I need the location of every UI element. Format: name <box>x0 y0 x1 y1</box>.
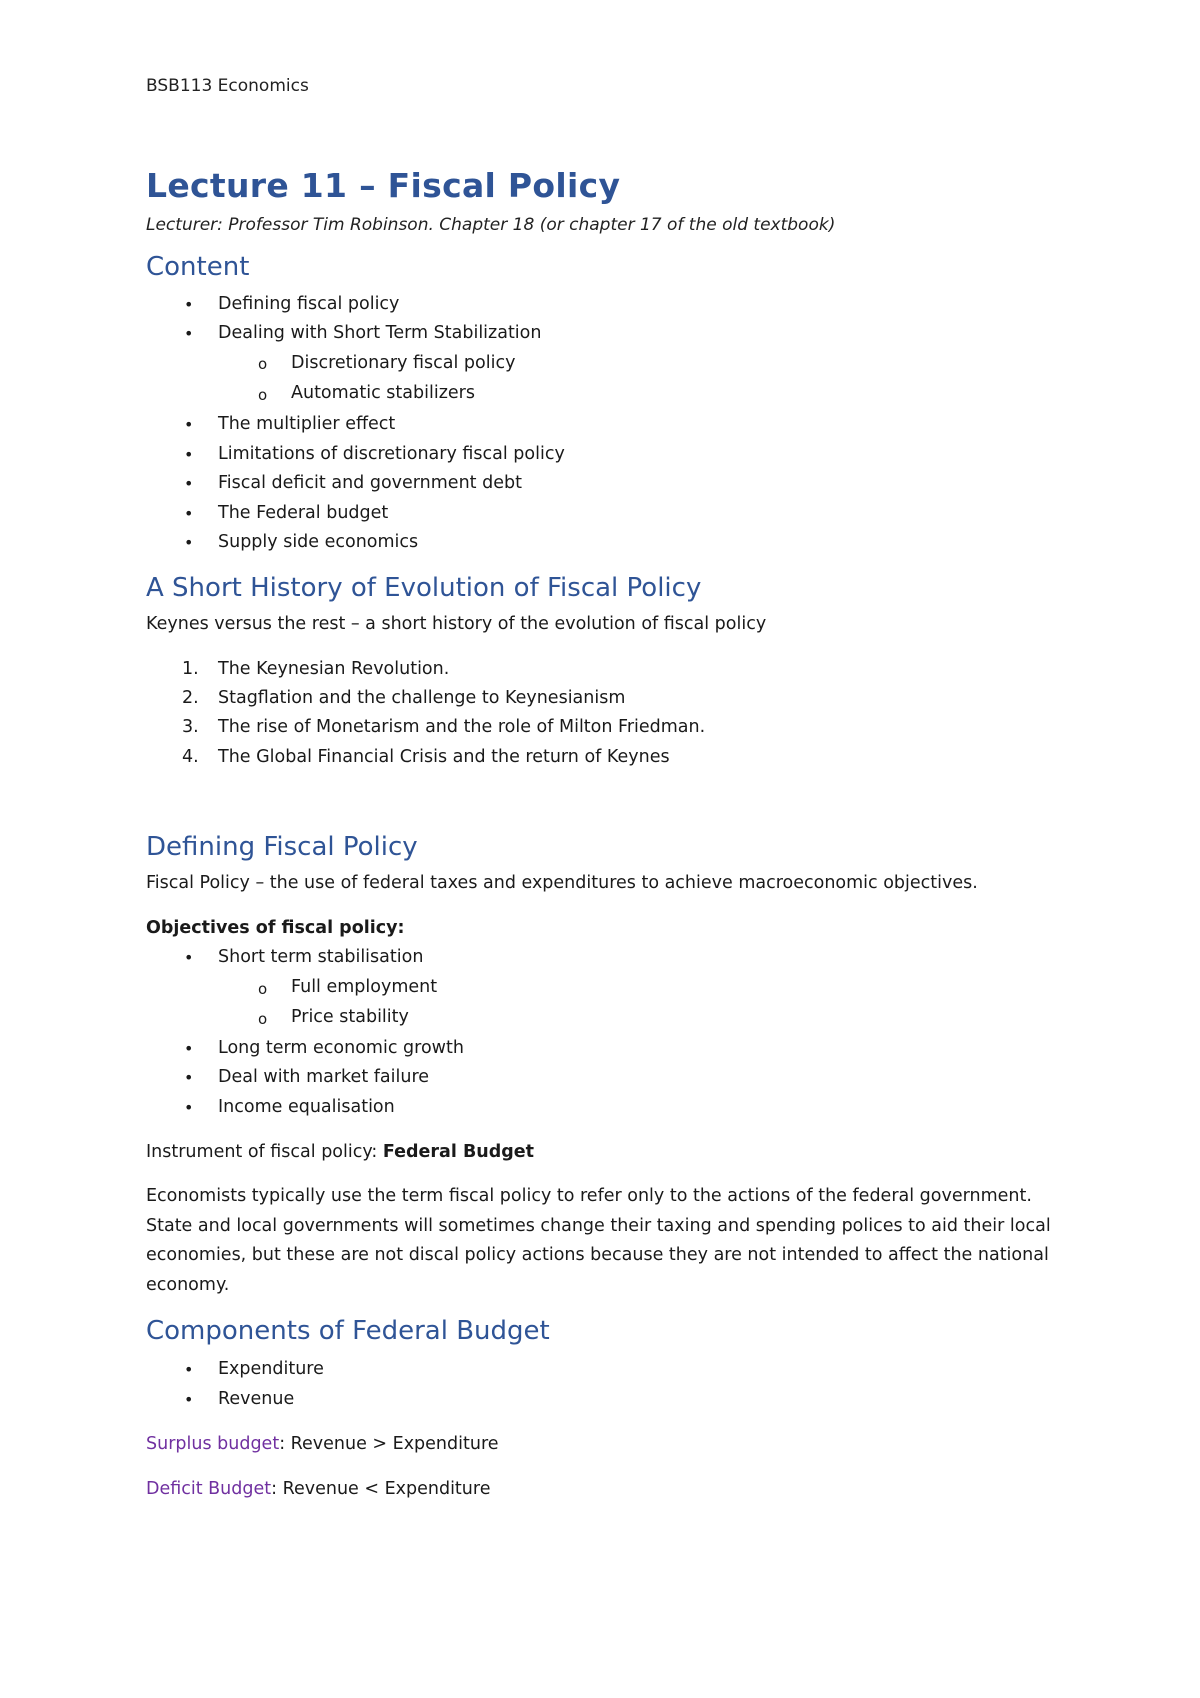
fiscal-policy-definition: Fiscal Policy – the use of federal taxes and expenditures to achieve macroeconomic objectives. <box>146 873 978 893</box>
numbered-item: The rise of Monetarism and the role of Milton Friedman. <box>218 717 706 737</box>
list-item: The multiplier effect <box>218 414 396 434</box>
list-item: Limitations of discretionary fiscal policy <box>218 444 565 464</box>
bullet-icon: • <box>184 1068 194 1087</box>
page-title: Lecture 11 – Fiscal Policy <box>146 166 621 205</box>
sub-list-item: Discretionary fiscal policy <box>291 353 516 373</box>
list-number: 4. <box>182 747 199 767</box>
list-item: Dealing with Short Term Stabilization <box>218 323 542 343</box>
sub-bullet-icon: o <box>258 355 268 373</box>
defining-heading: Defining Fiscal Policy <box>146 832 418 862</box>
list-item: Short term stabilisation <box>218 947 424 967</box>
list-item: Supply side economics <box>218 532 419 552</box>
sub-list-item: Full employment <box>291 977 438 997</box>
list-item: Income equalisation <box>218 1097 395 1117</box>
page-header: BSB113 Economics <box>146 76 309 96</box>
list-item: The Federal budget <box>218 503 389 523</box>
numbered-item: Stagflation and the challenge to Keynesianism <box>218 688 626 708</box>
bullet-icon: • <box>184 533 194 552</box>
bullet-icon: • <box>184 1360 194 1379</box>
sub-list-item: Price stability <box>291 1007 409 1027</box>
history-intro: Keynes versus the rest – a short history of the evolution of fiscal policy <box>146 614 767 634</box>
list-number: 2. <box>182 688 199 708</box>
surplus-text: : Revenue > Expenditure <box>279 1434 499 1454</box>
components-heading: Components of Federal Budget <box>146 1316 550 1346</box>
instrument-label: Instrument of fiscal policy: <box>146 1142 383 1162</box>
bullet-icon: • <box>184 474 194 493</box>
instrument-line <box>146 1142 534 1162</box>
list-item: Defining fiscal policy <box>218 294 400 314</box>
sub-bullet-icon: o <box>258 980 268 998</box>
bullet-icon: • <box>184 324 194 343</box>
deficit-text: : Revenue < Expenditure <box>271 1479 491 1499</box>
bullet-icon: • <box>184 948 194 967</box>
surplus-label: Surplus budget <box>146 1434 280 1454</box>
list-item: Deal with market failure <box>218 1067 430 1087</box>
list-item: Fiscal deficit and government debt <box>218 473 522 493</box>
list-item: Expenditure <box>218 1359 324 1379</box>
bullet-icon: • <box>184 445 194 464</box>
bullet-icon: • <box>184 1098 194 1117</box>
numbered-item: The Global Financial Crisis and the return of Keynes <box>218 747 670 767</box>
numbered-item: The Keynesian Revolution. <box>218 659 450 679</box>
surplus-line <box>146 1434 499 1454</box>
fiscal-policy-paragraph: Economists typically use the term fiscal policy to refer only to the actions of the federal government. State and local governments will sometimes change their taxing and spending polices to aid their local economies, but these are not discal policy actions because they are not intended to affect the national economy. <box>146 1186 1051 1295</box>
objectives-label: Objectives of fiscal policy: <box>146 918 405 938</box>
sub-bullet-icon: o <box>258 1010 268 1028</box>
list-number: 3. <box>182 717 199 737</box>
content-heading: Content <box>146 252 250 282</box>
sub-list-item: Automatic stabilizers <box>291 383 475 403</box>
bullet-icon: • <box>184 1039 194 1058</box>
bullet-icon: • <box>184 415 194 434</box>
bullet-icon: • <box>184 1390 194 1409</box>
list-item: Long term economic growth <box>218 1038 464 1058</box>
deficit-label: Deficit Budget <box>146 1479 272 1499</box>
instrument-value: Federal Budget <box>382 1142 535 1162</box>
lecture-subtitle: Lecturer: Professor Tim Robinson. Chapter 18 (or chapter 17 of the old textbook) <box>146 215 836 235</box>
sub-bullet-icon: o <box>258 386 268 404</box>
list-item: Revenue <box>218 1389 295 1409</box>
bullet-icon: • <box>184 504 194 523</box>
history-heading: A Short History of Evolution of Fiscal Policy <box>146 573 702 603</box>
deficit-line <box>146 1479 490 1499</box>
list-number: 1. <box>182 659 199 679</box>
bullet-icon: • <box>184 295 194 314</box>
